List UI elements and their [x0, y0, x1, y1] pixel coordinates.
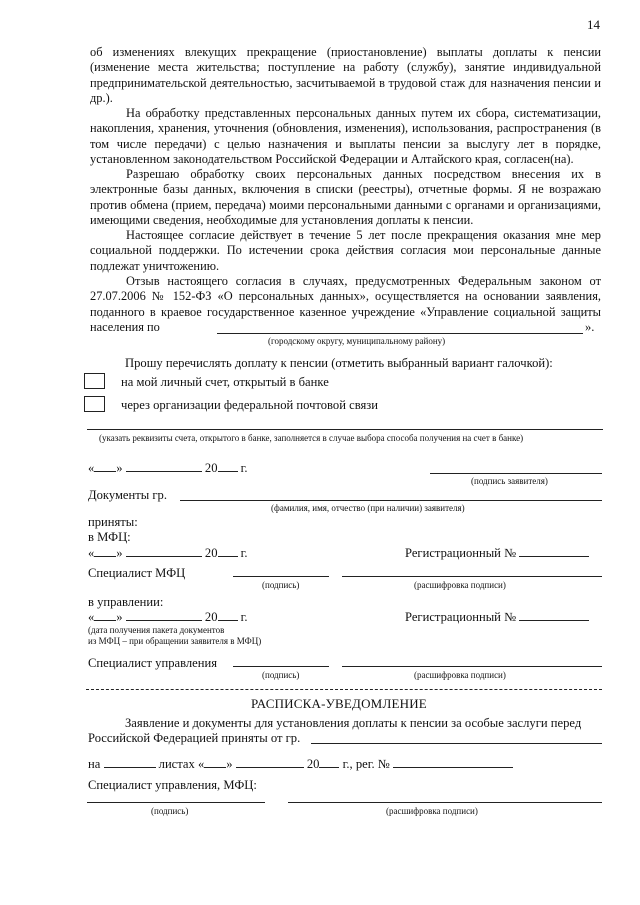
receipt-signature-decode-line[interactable] [288, 802, 602, 803]
date-open-quote: « [88, 546, 95, 560]
applicant-fio-line[interactable] [180, 500, 602, 501]
year-field[interactable] [218, 609, 238, 621]
caption-bank: (указать реквизиты счета, открытого в банке, заполняется в случае выбора способа получения на счет в банке) [99, 433, 524, 443]
caption-dept-signature: (подпись) [262, 670, 300, 680]
receipt-specialist-label: Специалист управления, МФЦ: [88, 778, 257, 792]
date-department [88, 609, 248, 625]
date-applicant [88, 460, 248, 476]
accepted-label: приняты: [88, 515, 138, 529]
reg-number-field[interactable] [519, 545, 589, 557]
paragraph-consent-validity: Настоящее согласие действует в течение 5 лет после прекращения оказания мне мер социальной поддержки. По истечении срока действия согласия мои персональные данные подлежат уничтожению. [90, 228, 601, 273]
receipt-line1: Заявление и документы для установления доплаты к пенсии за особые заслуги перед [125, 716, 582, 730]
bank-details-line[interactable] [87, 429, 603, 430]
paragraph-consent-processing: На обработку представленных персональных данных путем их сбора, систематизации, накопления, хранения, уточнения (обновления, изменения), использования, распространения (в том числе передачи) с целью назначения и выплаты пенсии за выслугу лет в порядке, установленном законодательством Российской Федерации и Алтайского края, согласен(на). [90, 106, 601, 166]
reg-number-department [405, 609, 589, 625]
receipt-sheets-row [88, 756, 513, 772]
caption-mfc-signature: (подпись) [262, 580, 300, 590]
option-bank-checkbox[interactable] [84, 373, 105, 389]
option-post-checkbox[interactable] [84, 396, 105, 412]
year-prefix: 20 [204, 546, 218, 560]
date-open-quote: « [88, 461, 95, 475]
option-bank-label: на мой личный счет, открытый в банке [121, 375, 329, 389]
documents-label: Документы гр. [88, 488, 167, 502]
receipt-reg-field[interactable] [393, 756, 513, 768]
reg-number-label: Регистрационный № [405, 610, 517, 624]
paragraph-consent-withdrawal: Отзыв настоящего согласия в случаях, предусмотренных Федеральным законом от 27.07.2006 № 152-ФЗ «О персональных данных», осуществляется на основании заявления, поданного в краевое государственное казенное учреждение «Управление социальной защиты населения по [90, 274, 601, 334]
caption-date-line1: (дата получения пакета документов [88, 625, 225, 635]
district-line[interactable] [217, 333, 583, 334]
date-close-quote: » [226, 757, 233, 771]
year-suffix: г. [240, 461, 248, 475]
option-post-label: через организации федеральной почтовой связи [121, 398, 378, 412]
paragraph-changes-notice: об изменениях влекущих прекращение (приостановление) выплаты доплаты к пенсии (изменение места жительства; поступление на работу (службу), занятие индивидуальной предпринимательской деятельностью, засчитываемой в трудовой стаж для назначения пенсии и др.). [90, 45, 601, 105]
receipt-sheets: листах « [158, 757, 205, 771]
receipt-year-field[interactable] [319, 756, 339, 768]
year-suffix: г. [240, 546, 248, 560]
caption-receipt-signature: (подпись) [151, 806, 189, 816]
day-field[interactable] [94, 545, 116, 557]
cut-line [86, 689, 602, 690]
year-field[interactable] [218, 460, 238, 472]
caption-receipt-signature-decode: (расшифровка подписи) [386, 806, 478, 816]
receipt-month-field[interactable] [236, 756, 304, 768]
receipt-applicant-line[interactable] [311, 743, 602, 744]
date-close-quote: » [116, 461, 123, 475]
sheets-count-field[interactable] [104, 756, 156, 768]
caption-fio: (фамилия, имя, отчество (при наличии) заявителя) [271, 503, 465, 513]
dept-signature-decode-line[interactable] [342, 666, 602, 667]
paragraph-electronic-databases: Разрешаю обработку своих персональных данных посредством внесения их в электронные базы данных, включения в списки (реестры), отчетные формы. Я не возражаю против обмена (прием, передача) моими персональными данными с органами и организациями, имеющими сведения, необходимые для установления доплаты к пенсии. [90, 167, 601, 227]
day-field[interactable] [94, 460, 116, 472]
reg-number-field[interactable] [519, 609, 589, 621]
mfc-signature-line[interactable] [233, 576, 329, 577]
day-field[interactable] [94, 609, 116, 621]
mfc-label: в МФЦ: [88, 530, 131, 544]
receipt-line2: Российской Федерацией приняты от гр. [88, 731, 301, 745]
month-field[interactable] [126, 460, 202, 472]
dept-signature-line[interactable] [233, 666, 329, 667]
year-prefix: 20 [306, 757, 320, 771]
caption-mfc-signature-decode: (расшифровка подписи) [414, 580, 506, 590]
year-field[interactable] [218, 545, 238, 557]
mfc-signature-decode-line[interactable] [342, 576, 602, 577]
date-open-quote: « [88, 610, 95, 624]
receipt-day-field[interactable] [204, 756, 226, 768]
date-close-quote: » [116, 546, 123, 560]
caption-dept-signature-decode: (расшифровка подписи) [414, 670, 506, 680]
request-text: Прошу перечислять доплату к пенсии (отметить выбранный вариант галочкой): [125, 356, 553, 370]
department-label: в управлении: [88, 595, 164, 609]
receipt-title: РАСПИСКА-УВЕДОМЛЕНИЕ [251, 696, 427, 711]
reg-number-mfc [405, 545, 589, 561]
applicant-signature-line[interactable] [430, 473, 602, 474]
year-suffix: г. [240, 610, 248, 624]
caption-district: (городскому округу, муниципальному району) [268, 336, 446, 346]
year-prefix: 20 [204, 610, 218, 624]
district-end-quote: ». [585, 320, 595, 334]
month-field[interactable] [126, 609, 202, 621]
reg-number-label: Регистрационный № [405, 546, 517, 560]
page-number: 14 [587, 17, 600, 32]
date-mfc [88, 545, 248, 561]
month-field[interactable] [126, 545, 202, 557]
specialist-dept-label: Специалист управления [88, 656, 218, 670]
receipt-signature-line[interactable] [87, 802, 265, 803]
caption-date-line2: из МФЦ – при обращении заявителя в МФЦ) [88, 636, 262, 646]
caption-applicant-signature: (подпись заявителя) [471, 476, 548, 486]
receipt-reg-label: г., рег. № [342, 757, 390, 771]
year-prefix: 20 [204, 461, 218, 475]
date-close-quote: » [116, 610, 123, 624]
receipt-on: на [88, 757, 101, 771]
specialist-mfc-label: Специалист МФЦ [88, 566, 186, 580]
